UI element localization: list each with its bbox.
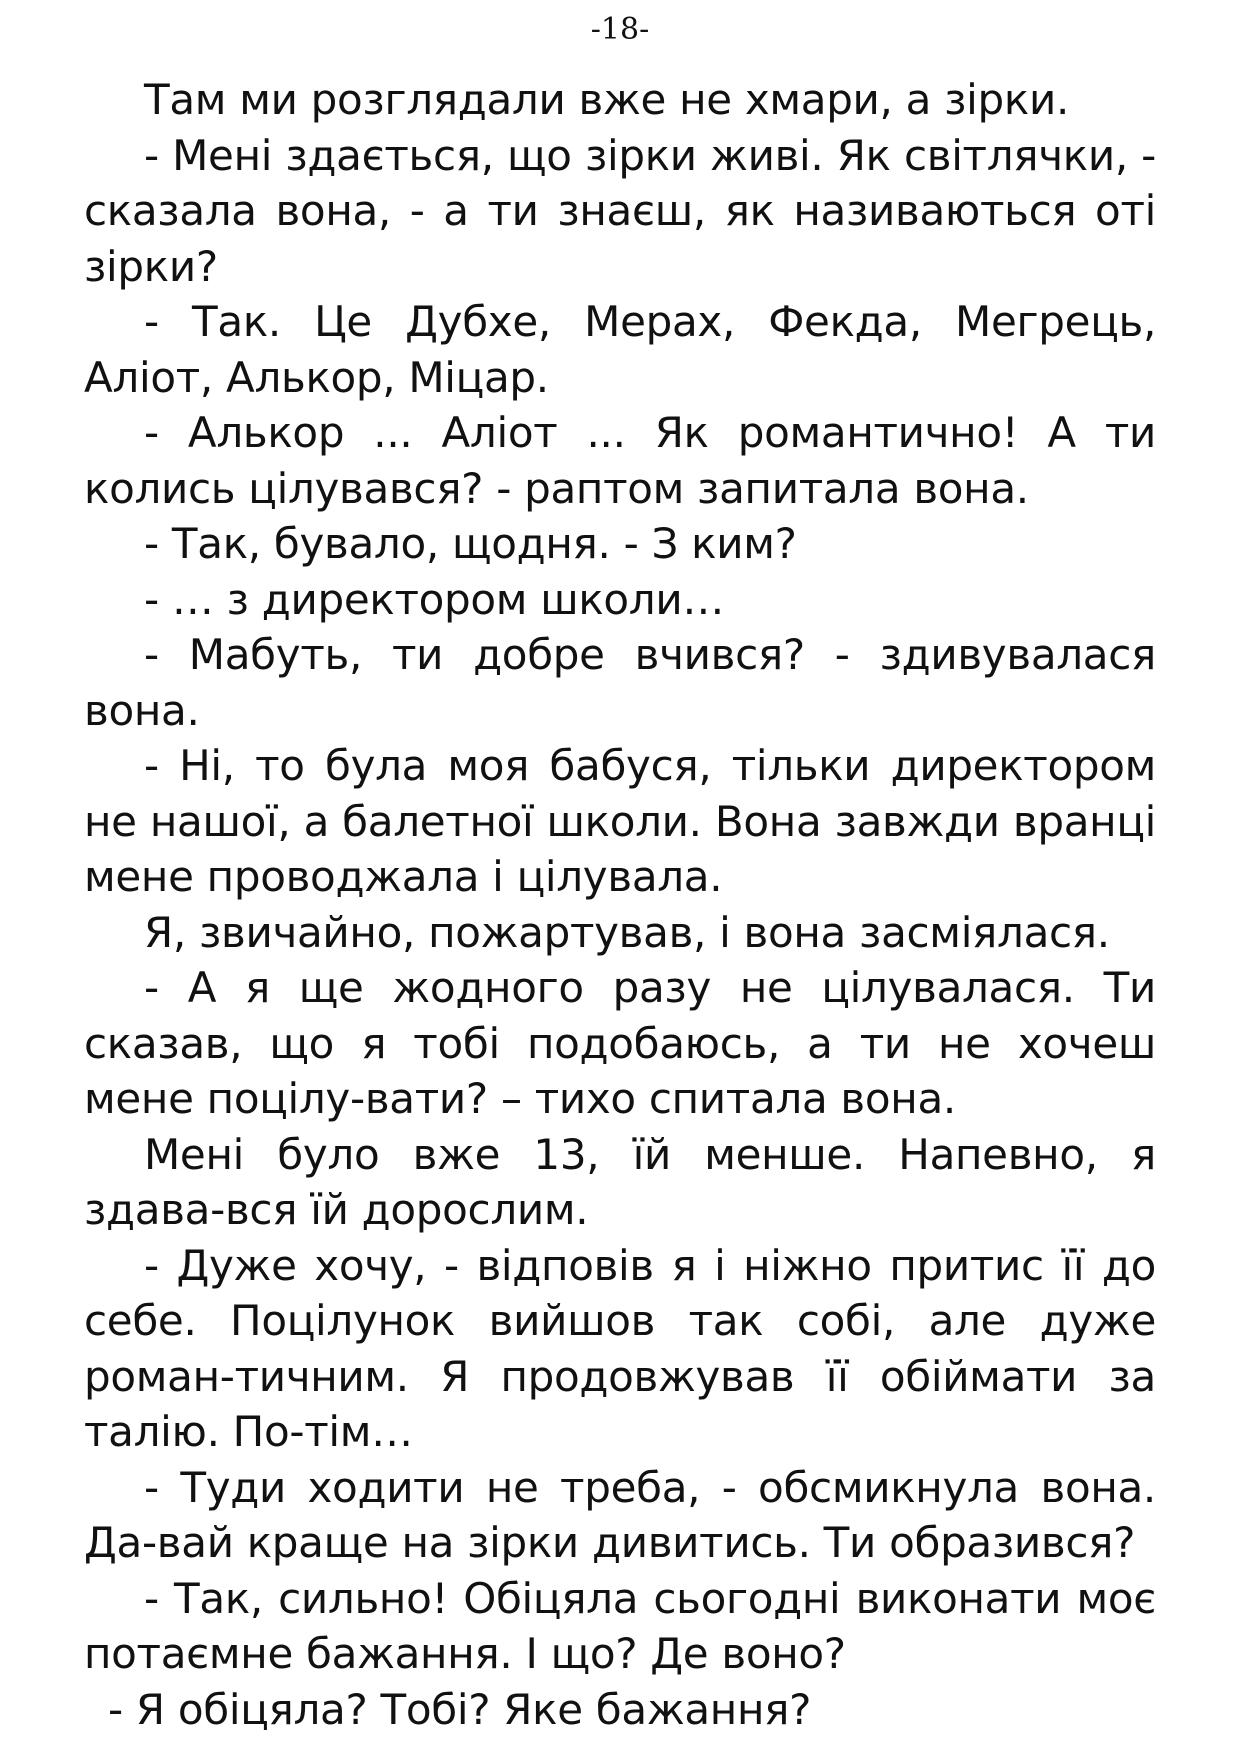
paragraph: Мені було вже 13, їй менше. Напевно, я здава-вся їй дорослим. bbox=[84, 1129, 1156, 1234]
paragraph: Я, звичайно, пожартував, і вона засміялася. bbox=[144, 907, 1110, 957]
paragraph: - Так. Це Дубхе, Мерах, Фекда, Мегрець, Аліот, Алькор, Міцар. bbox=[84, 297, 1156, 402]
paragraph: - Дуже хочу, - відповів я і ніжно притис її до себе. Поцілунок вийшов так собі, але дуже роман-тичним. Я продовжував її обіймати за талію. По-тім… bbox=[84, 1240, 1156, 1456]
paragraph: - Так, бувало, щодня. - З ким? bbox=[144, 519, 797, 568]
paragraph: - … з директором школи… bbox=[144, 574, 725, 624]
paragraph: - Туди ходити не треба, - обсмикнула вона. Да-вай краще на зірки дивитись. Ти образився? bbox=[84, 1462, 1156, 1567]
paragraph: Там ми розглядали вже не хмари, а зірки. bbox=[144, 75, 1070, 124]
paragraph: - А я ще жодного разу не цілувалася. Ти сказав, що я тобі подобаюсь, а ти не хочеш мене поцілу-вати? – тихо спитала вона. bbox=[84, 963, 1156, 1123]
paragraph: - Мені здається, що зірки живі. Як світлячки, - сказала вона, - а ти знаєш, як називаються оті зірки? bbox=[84, 130, 1156, 291]
paragraph: - Я обіцяла? Тобі? Яке бажання? bbox=[108, 1684, 812, 1734]
paragraph: - Мабуть, ти добре вчився? - здивувалася вона. bbox=[84, 630, 1156, 735]
paragraph: - Ні, то була моя бабуся, тільки директором не нашої, а балетної школи. Вона завжди вранці мене проводжала і цілувала. bbox=[84, 741, 1156, 901]
body-text bbox=[84, 72, 1156, 1737]
paragraph: - Алькор ... Аліот ... Як романтично! А ти колись цілувався? - раптом запитала вона. bbox=[84, 408, 1156, 513]
paragraph: - Так, сильно! Обіцяла сьогодні виконати моє потаємне бажання. І що? Де воно? bbox=[84, 1573, 1156, 1678]
page-number: -18- bbox=[590, 12, 650, 47]
